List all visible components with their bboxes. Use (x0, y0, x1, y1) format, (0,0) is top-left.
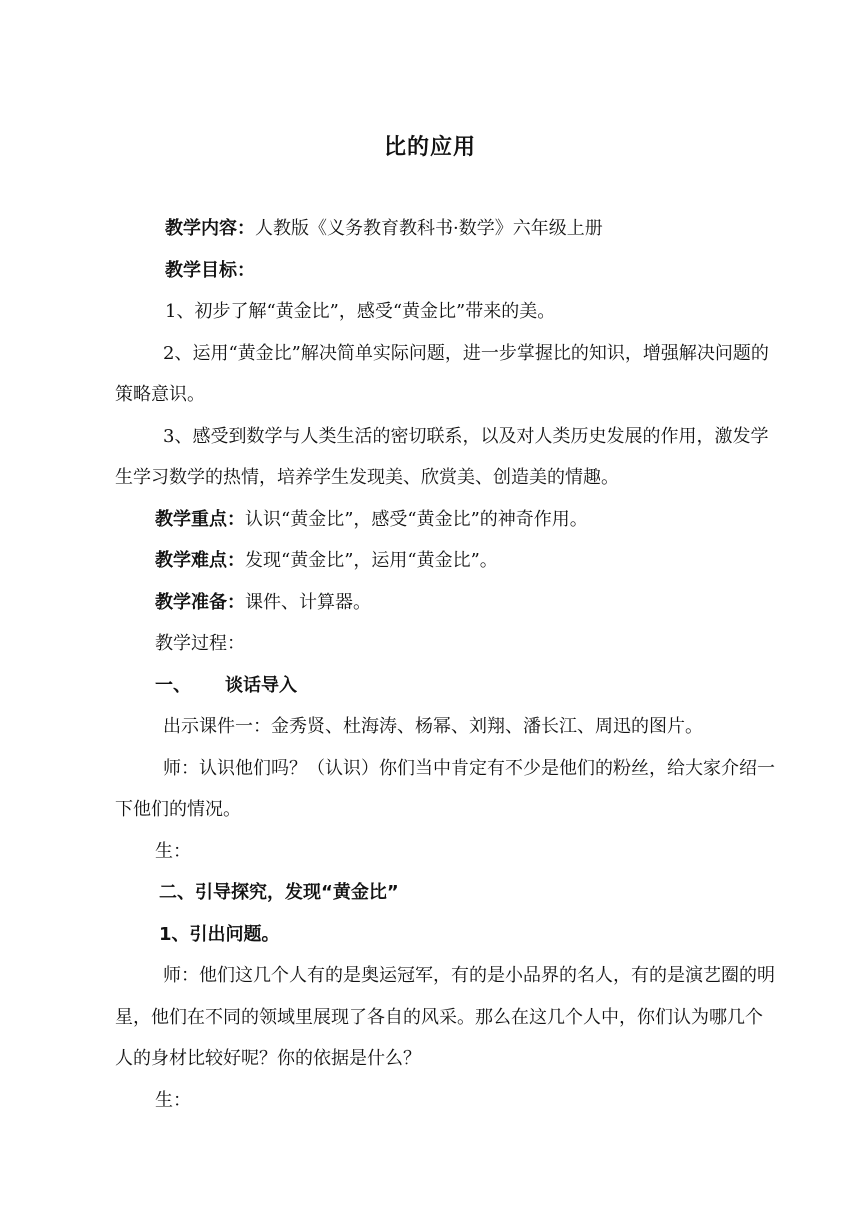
section-1-number: 一、 (155, 674, 191, 696)
teaching-difficulty-value: 发现“黄金比”，运用“黄金比”。 (245, 550, 498, 571)
teaching-key-label: 教学重点： (155, 508, 245, 530)
section-1-title: 谈话导入 (225, 674, 297, 696)
teaching-goals-line (115, 250, 775, 292)
teaching-key-value: 认识“黄金比”，感受“黄金比”的神奇作用。 (245, 508, 588, 530)
teaching-difficulty-line (115, 540, 775, 582)
teaching-goals-label: 教学目标： (165, 259, 255, 281)
teaching-content-value: 人教版《义务教育教科书·数学》六年级上册 (255, 218, 603, 239)
teaching-prep-label: 教学准备： (155, 591, 245, 613)
show-courseware-line: 出示课件一：金秀贤、杜海涛、杨幂、刘翔、潘长江、周迅的图片。 (163, 716, 703, 737)
goal-item-3: 3、感受到数学与人类生活的密切联系，以及对人类历史发展的作用，激发学生学习数学的热情，培养学生发现美、欣赏美、创造美的情趣。 (115, 425, 769, 488)
goal-item-2: 2、运用“黄金比”解决简单实际问题，进一步掌握比的知识，增强解决问题的策略意识。 (115, 342, 769, 405)
step-1-heading: 1、引出问题。 (159, 923, 280, 945)
section-2-heading: 二、引导探究，发现“黄金比” (159, 882, 399, 903)
section-1-heading (115, 665, 775, 707)
student-line-2: 生： (155, 1089, 191, 1111)
teacher-line-1: 师：认识他们吗？（认识）你们当中肯定有不少是他们的粉丝，给大家介绍一下他们的情况。 (115, 757, 775, 820)
teacher-line-2: 师：他们这几个人有的是奥运冠军，有的是小品界的名人，有的是演艺圈的明星，他们在不同的领域里展现了各自的风采。那么在这几个人中，你们认为哪几个人的身材比较好呢？你的依据是什么？ (115, 965, 775, 1069)
goal-item-1: 1、初步了解“黄金比”，感受“黄金比”带来的美。 (165, 301, 556, 322)
teaching-difficulty-label: 教学难点： (155, 550, 245, 571)
teaching-key-line (115, 499, 775, 541)
document-body (115, 208, 775, 1121)
teaching-prep-line (115, 582, 775, 624)
document-title: 比的应用 (383, 135, 476, 160)
teaching-content-line (115, 208, 775, 250)
teaching-process-label: 教学过程： (155, 633, 245, 654)
student-line-1: 生： (155, 840, 191, 862)
teaching-content-label: 教学内容： (165, 218, 255, 239)
teaching-prep-value: 课件、计算器。 (245, 591, 371, 613)
